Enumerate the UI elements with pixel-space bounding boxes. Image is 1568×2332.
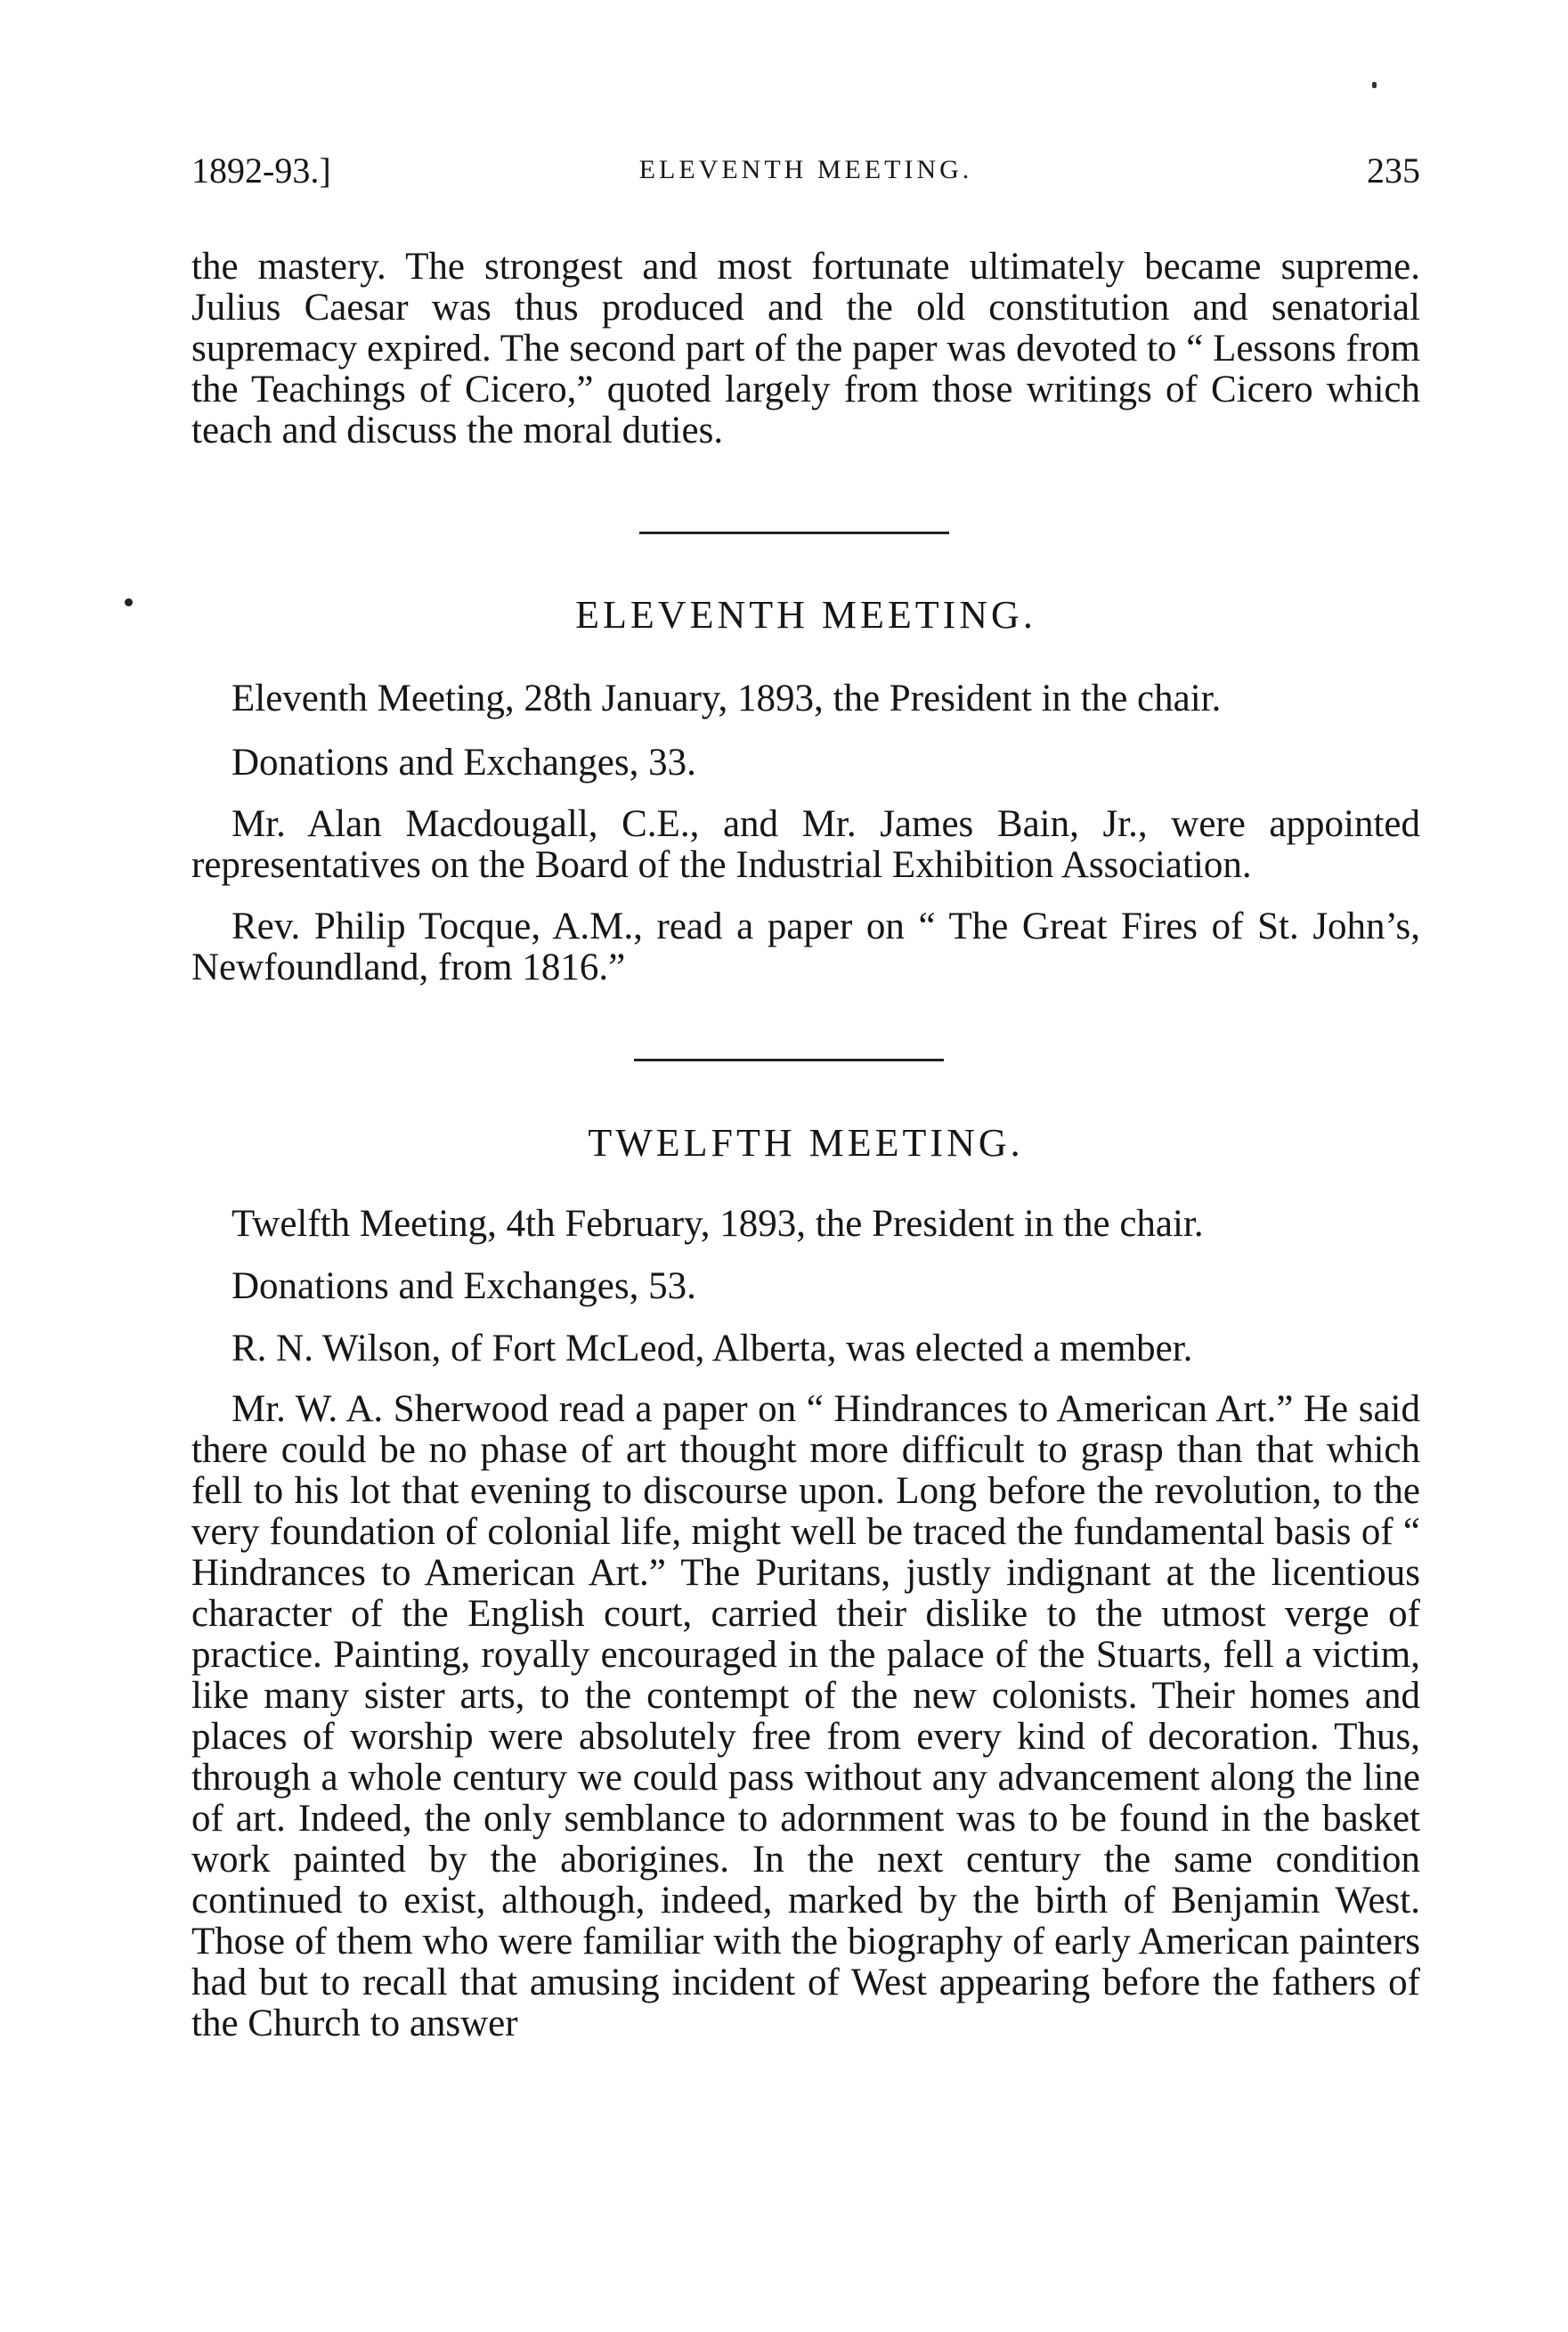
page-number: 235 bbox=[1367, 150, 1420, 191]
eleventh-paper-text: Rev. Philip Tocque, A.M., read a paper on “ The Great Fires of St. John’s, Newfoundland, from 1816.” bbox=[191, 906, 1420, 988]
twelfth-meeting-date: Twelfth Meeting, 4th February, 1893, the President in the chair. bbox=[232, 1203, 1204, 1245]
twelfth-sherwood-text: Mr. W. A. Sherwood read a paper on “ Hindrances to American Art.” He said there could be no phase of art thought more difficult to grasp than that which fell to his lot that evening to discourse upon. Long before the revolution, to the very foundation of colonial life, might well be traced the fundamental basis of “ Hindrances to American Art.” The Puritans, justly indignant at the licentious character of the English court, carried their dislike to the utmost verge of practice. Painting, royally encouraged in the palace of the Stuarts, fell a victim, like many sister arts, to the contempt of the new colonists. Their homes and places of worship were absolutely free from every kind of decoration. Thus, through a whole century we could pass without any advancement along the line of art. Indeed, the only semblance to adornment was to be found in the basket work painted by the aborigines. In the next century the same condition continued to exist, although, indeed, marked by the birth of Benjamin West. Those of them who were familiar with the biography of early American painters had but to recall that amusing incident of West appearing before the fathers of the Church to answer bbox=[191, 1388, 1420, 2044]
eleventh-meeting-date: Eleventh Meeting, 28th January, 1893, the President in the chair. bbox=[232, 678, 1222, 719]
eleventh-representatives-text: Mr. Alan Macdougall, C.E., and Mr. James Bain, Jr., were appointed representatives on the Board of the Industrial Exhibition Association. bbox=[191, 803, 1420, 886]
running-head-years: 1892-93.] bbox=[191, 150, 331, 191]
eleventh-para-paper bbox=[191, 906, 1420, 988]
intro-paragraph: the mastery. The strongest and most fortunate ultimately became supreme. Julius Caesar was thus produced and the old constitution and senatorial supremacy expired. The second part of the paper was devoted to “ Lessons from the Teachings of Cicero,” quoted largely from those writings of Cicero which teach and discuss the moral duties. bbox=[191, 246, 1420, 451]
print-speck bbox=[1372, 82, 1377, 88]
twelfth-new-member: R. N. Wilson, of Fort McLeod, Alberta, was elected a member. bbox=[232, 1328, 1193, 1369]
twelfth-donations: Donations and Exchanges, 53. bbox=[232, 1265, 696, 1307]
running-head bbox=[191, 150, 1420, 203]
section-divider-1 bbox=[639, 532, 949, 534]
eleventh-donations: Donations and Exchanges, 33. bbox=[232, 742, 696, 784]
twelfth-meeting-heading: TWELFTH MEETING. bbox=[588, 1121, 1024, 1165]
margin-dot bbox=[125, 598, 133, 606]
twelfth-para-sherwood bbox=[191, 1389, 1420, 2044]
eleventh-para-representatives bbox=[191, 804, 1420, 886]
section-divider-2 bbox=[634, 1059, 944, 1061]
running-head-title: ELEVENTH MEETING. bbox=[638, 155, 973, 184]
eleventh-meeting-heading: ELEVENTH MEETING. bbox=[575, 593, 1036, 637]
intro-text bbox=[191, 247, 1420, 451]
